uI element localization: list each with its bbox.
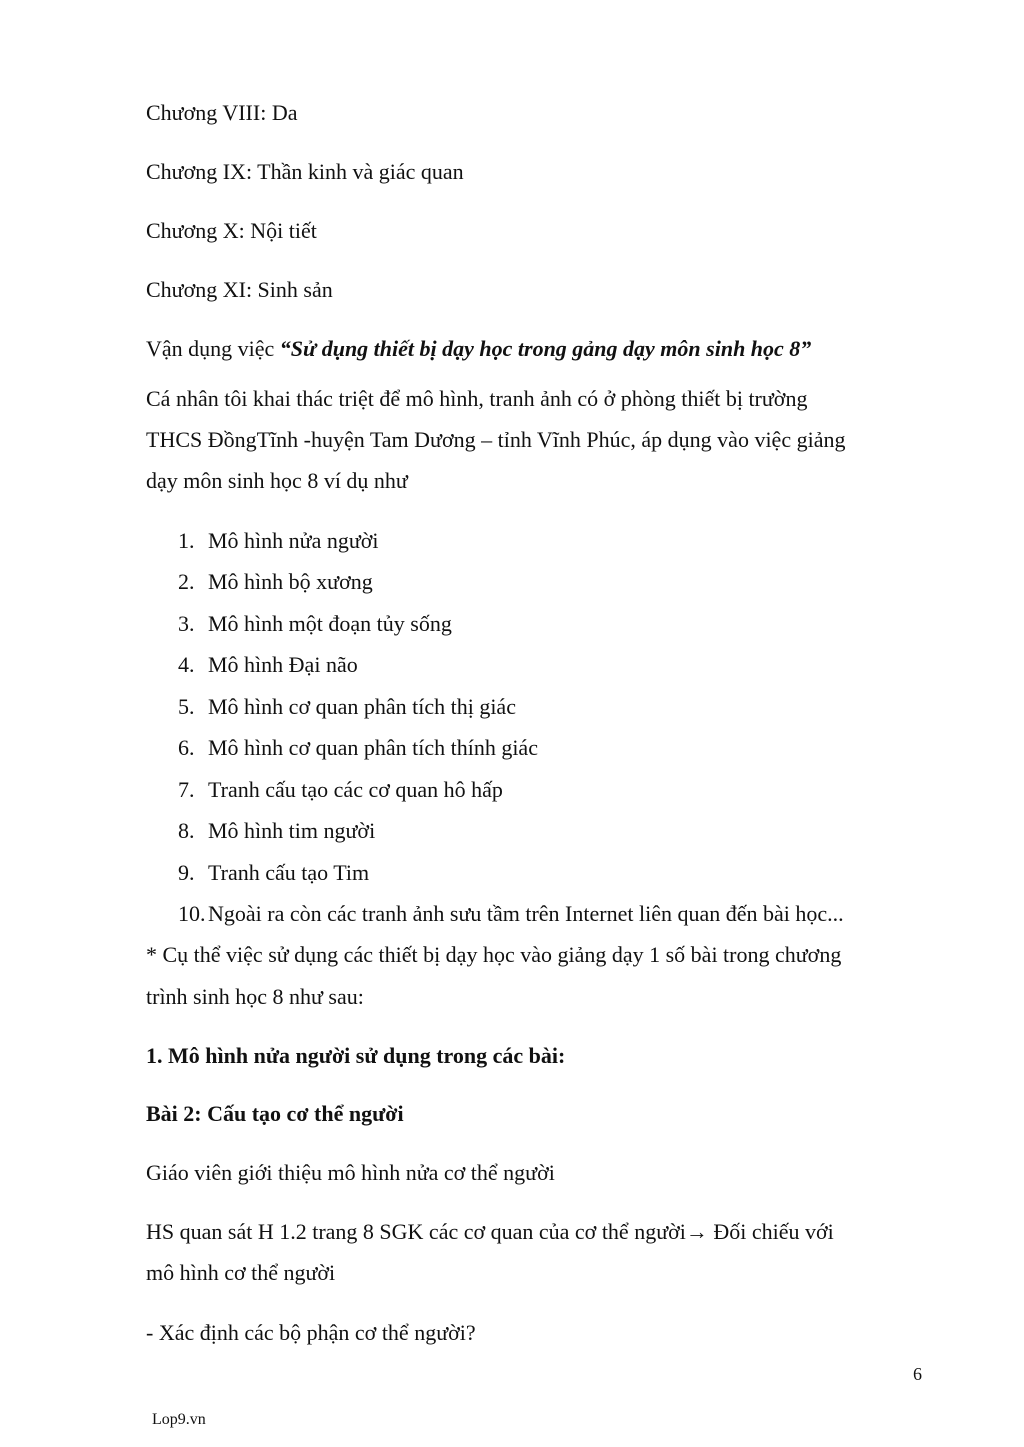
list-item bbox=[178, 654, 358, 676]
list-text: Mô hình cơ quan phân tích thính giác bbox=[208, 735, 538, 760]
list-item bbox=[178, 903, 844, 925]
detail-line: trình sinh học 8 như sau: bbox=[146, 984, 364, 1009]
list-number: 10. bbox=[178, 901, 206, 926]
intro-line: dạy môn sinh học 8 ví dụ như bbox=[146, 468, 408, 493]
page-number: 6 bbox=[913, 1364, 922, 1384]
list-number: 3. bbox=[178, 611, 195, 636]
footer-site: Lop9.vn bbox=[152, 1411, 206, 1428]
list-text: Mô hình bộ xương bbox=[208, 569, 373, 594]
list-number: 6. bbox=[178, 735, 195, 760]
list-number: 4. bbox=[178, 652, 195, 677]
list-item bbox=[178, 820, 375, 842]
chapter-line: Chương XI: Sinh sản bbox=[146, 277, 333, 302]
apply-line bbox=[146, 338, 811, 360]
list-item bbox=[178, 696, 516, 718]
section-heading: 1. Mô hình nửa người sử dụng trong các bài: bbox=[146, 1043, 566, 1068]
detail-line: * Cụ thể việc sử dụng các thiết bị dạy học vào giảng dạy 1 số bài trong chương bbox=[146, 942, 842, 967]
list-item bbox=[178, 571, 373, 593]
hs-line: mô hình cơ thể người bbox=[146, 1260, 336, 1285]
hs-line bbox=[146, 1221, 834, 1243]
intro-line: THCS ĐồngTĩnh -huyện Tam Dương – tỉnh Vĩnh Phúc, áp dụng vào việc giảng bbox=[146, 427, 846, 452]
list-text: Tranh cấu tạo Tim bbox=[208, 860, 370, 885]
arrow-icon: → bbox=[685, 1219, 708, 1244]
intro-line: Cá nhân tôi khai thác triệt để mô hình, tranh ảnh có ở phòng thiết bị trường bbox=[146, 386, 808, 411]
chapter-line: Chương IX: Thần kinh và giác quan bbox=[146, 159, 464, 184]
chapter-line: Chương VIII: Da bbox=[146, 100, 298, 125]
list-number: 1. bbox=[178, 528, 195, 553]
list-text: Ngoài ra còn các tranh ảnh sưu tầm trên Internet liên quan đến bài học... bbox=[208, 901, 844, 926]
list-number: 9. bbox=[178, 860, 195, 885]
list-item bbox=[178, 779, 503, 801]
list-text: Mô hình nửa người bbox=[208, 528, 379, 553]
hs-text: HS quan sát H 1.2 trang 8 SGK các cơ quan của cơ thể người bbox=[146, 1219, 686, 1244]
apply-prefix: Vận dụng việc bbox=[146, 336, 280, 361]
list-number: 7. bbox=[178, 777, 195, 802]
list-text: Mô hình tim người bbox=[208, 818, 376, 843]
list-text: Tranh cấu tạo các cơ quan hô hấp bbox=[208, 777, 503, 802]
list-number: 8. bbox=[178, 818, 195, 843]
teacher-line: Giáo viên giới thiệu mô hình nửa cơ thể người bbox=[146, 1160, 555, 1185]
list-item bbox=[178, 530, 379, 552]
list-item bbox=[178, 737, 538, 759]
apply-emphasis: “Sử dụng thiết bị dạy học trong gảng dạy môn sinh học 8” bbox=[279, 336, 812, 361]
hs-text-continued: Đối chiếu với bbox=[713, 1219, 834, 1244]
list-number: 2. bbox=[178, 569, 195, 594]
list-item bbox=[178, 613, 452, 635]
list-item bbox=[178, 862, 369, 884]
list-text: Mô hình cơ quan phân tích thị giác bbox=[208, 694, 516, 719]
chapter-line: Chương X: Nội tiết bbox=[146, 218, 317, 243]
lesson-heading: Bài 2: Cấu tạo cơ thể người bbox=[146, 1101, 404, 1126]
list-text: Mô hình Đại não bbox=[208, 652, 358, 677]
list-number: 5. bbox=[178, 694, 195, 719]
list-text: Mô hình một đoạn tủy sống bbox=[208, 611, 452, 636]
question-line: - Xác định các bộ phận cơ thể người? bbox=[146, 1320, 476, 1345]
